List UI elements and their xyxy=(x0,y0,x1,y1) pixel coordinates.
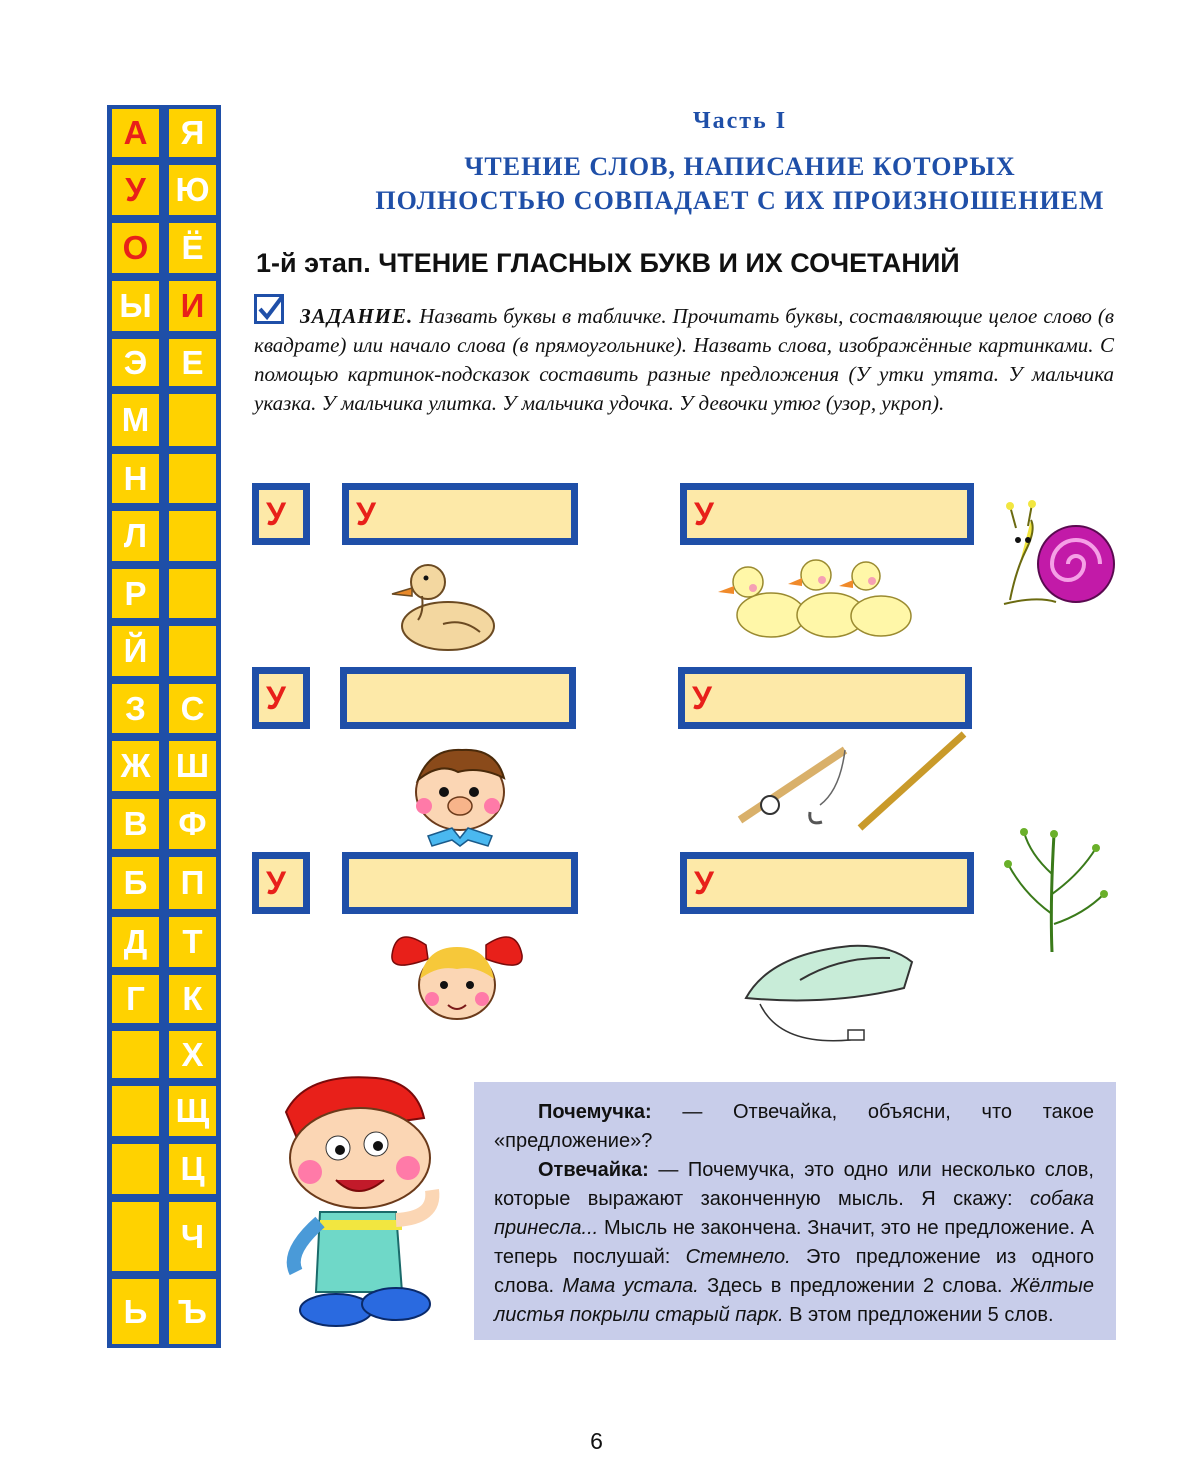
alphabet-letter-cell xyxy=(112,1086,159,1136)
alphabet-letter-cell xyxy=(112,1031,159,1078)
alphabet-letter-cell: А xyxy=(112,109,159,157)
letter-square: У xyxy=(252,852,310,914)
alphabet-letter-cell: Ё xyxy=(169,223,216,273)
alphabet-letter-cell: П xyxy=(169,857,216,909)
word-rectangle: У xyxy=(680,852,974,914)
alphabet-row xyxy=(107,277,221,335)
alphabet-letter-cell: Ж xyxy=(112,741,159,791)
alphabet-letter-cell: Н xyxy=(112,454,159,503)
alphabet-letter-cell: Э xyxy=(112,339,159,386)
word-rectangle xyxy=(340,667,576,729)
alphabet-letter-cell: Ю xyxy=(169,165,216,215)
alphabet-letter-cell: И xyxy=(169,281,216,331)
alphabet-row xyxy=(107,913,221,971)
word-rectangle xyxy=(342,852,578,914)
alphabet-letter-cell: У xyxy=(112,165,159,215)
task-body: Назвать буквы в табличке. Прочитать буквы, составляющие целое слово (в квадрате) или начало слова (в прямоугольнике). Назвать слова, изображённые картинками. С помощью картинок-подсказок составить разные предложения (У утки утята. У мальчика указка. У мальчика улитка. У мальчика удочка. У девочки утюг (узор, укроп). xyxy=(254,304,1114,415)
alphabet-letter-cell: Г xyxy=(112,975,159,1023)
alphabet-row xyxy=(107,853,221,913)
alphabet-row xyxy=(107,219,221,277)
alphabet-row xyxy=(107,971,221,1027)
boy-character-picture xyxy=(266,1072,456,1332)
alphabet-row xyxy=(107,1140,221,1198)
word-rectangle: У xyxy=(678,667,972,729)
dialog-question: Почемучка: — Отвечайка, объясни, что такое «предложение»? xyxy=(494,1101,1094,1152)
page-number: 6 xyxy=(590,1428,603,1454)
iron-picture xyxy=(740,936,916,1052)
alphabet-row xyxy=(107,105,221,161)
alphabet-letter-cell: Х xyxy=(169,1031,216,1078)
alphabet-letter-cell: Л xyxy=(112,511,159,561)
dialog-box xyxy=(474,1082,1116,1340)
alphabet-letter-cell: С xyxy=(169,684,216,733)
alphabet-letter-cell: М xyxy=(112,394,159,446)
speaker-pochemuchka: Почемучка: xyxy=(538,1101,652,1123)
alphabet-row xyxy=(107,795,221,853)
alphabet-letter-cell: Е xyxy=(169,339,216,386)
task-text xyxy=(254,302,1114,418)
dill-plant-picture xyxy=(994,824,1110,954)
alphabet-letter-cell xyxy=(112,1202,159,1271)
alphabet-letter-cell xyxy=(169,626,216,676)
alphabet-letter-cell: Р xyxy=(112,569,159,618)
fishing-rod-pointer-picture xyxy=(730,730,970,835)
alphabet-letter-cell: Б xyxy=(112,857,159,909)
alphabet-letter-cell: В xyxy=(112,799,159,849)
alphabet-row xyxy=(107,450,221,507)
alphabet-letter-cell: Д xyxy=(112,917,159,967)
alphabet-letter-cell: О xyxy=(112,223,159,273)
word-rectangle: У xyxy=(680,483,974,545)
ducklings-picture xyxy=(716,550,916,650)
alphabet-letter-cell xyxy=(112,1144,159,1194)
word-rectangle: У xyxy=(342,483,578,545)
alphabet-letter-cell: Ц xyxy=(169,1144,216,1194)
alphabet-letter-cell: Т xyxy=(169,917,216,967)
alphabet-letter-cell: Я xyxy=(169,109,216,157)
alphabet-letter-cell: Ф xyxy=(169,799,216,849)
alphabet-row xyxy=(107,1027,221,1082)
alphabet-strip xyxy=(107,105,221,1348)
alphabet-letter-cell: Ы xyxy=(112,281,159,331)
alphabet-letter-cell: Й xyxy=(112,626,159,676)
alphabet-letter-cell: Ш xyxy=(169,741,216,791)
alphabet-letter-cell xyxy=(169,511,216,561)
alphabet-row xyxy=(107,1198,221,1275)
stage-title: ЧТЕНИЕ ГЛАСНЫХ БУКВ И ИХ СОЧЕТАНИЙ xyxy=(378,248,960,278)
alphabet-letter-cell: З xyxy=(112,684,159,733)
alphabet-letter-cell: Ч xyxy=(169,1202,216,1271)
speaker-otvechayka: Отвечайка: xyxy=(538,1159,649,1181)
duck-picture xyxy=(388,560,498,656)
dialog-answer: Отвечайка: — Почемучка, это одно или несколько слов, которые выражают законченную мысль. Я скажу: собака принесла... Мысль не закончена. Значит, это не предложение. А теперь послушай: Стемнело. Это предложение из одного слова. Мама устала. Здесь в предложении 2 слова. Жёлтые листья покрыли старый парк. В этом предложении 5 слов. xyxy=(494,1159,1095,1326)
alphabet-letter-cell xyxy=(169,394,216,446)
alphabet-letter-cell xyxy=(169,454,216,503)
boy-head-picture xyxy=(400,740,520,848)
alphabet-row xyxy=(107,390,221,450)
alphabet-letter-cell xyxy=(169,569,216,618)
section-title-line1: ЧТЕНИЕ СЛОВ, НАПИСАНИЕ КОТОРЫХ xyxy=(464,152,1016,181)
alphabet-letter-cell: Ь xyxy=(112,1279,159,1344)
alphabet-row xyxy=(107,1082,221,1140)
letter-square: У xyxy=(252,483,310,545)
alphabet-row xyxy=(107,1275,221,1348)
alphabet-row xyxy=(107,565,221,622)
task-lead: ЗАДАНИЕ. xyxy=(300,304,414,328)
stage-heading xyxy=(256,248,1126,279)
alphabet-row xyxy=(107,737,221,795)
alphabet-row xyxy=(107,161,221,219)
letter-square: У xyxy=(252,667,310,729)
alphabet-letter-cell: Ъ xyxy=(169,1279,216,1344)
snail-picture xyxy=(996,500,1116,612)
alphabet-letter-cell: К xyxy=(169,975,216,1023)
alphabet-row xyxy=(107,622,221,680)
alphabet-letter-cell: Щ xyxy=(169,1086,216,1136)
girl-head-picture xyxy=(386,925,528,1025)
alphabet-row xyxy=(107,335,221,390)
section-title-line2: ПОЛНОСТЬЮ СОВПАДАЕТ С ИХ ПРОИЗНОШЕНИЕМ xyxy=(375,186,1105,215)
alphabet-row xyxy=(107,507,221,565)
stage-prefix: 1-й этап. xyxy=(256,248,371,278)
part-heading: Часть I xyxy=(692,108,788,134)
alphabet-row xyxy=(107,680,221,737)
